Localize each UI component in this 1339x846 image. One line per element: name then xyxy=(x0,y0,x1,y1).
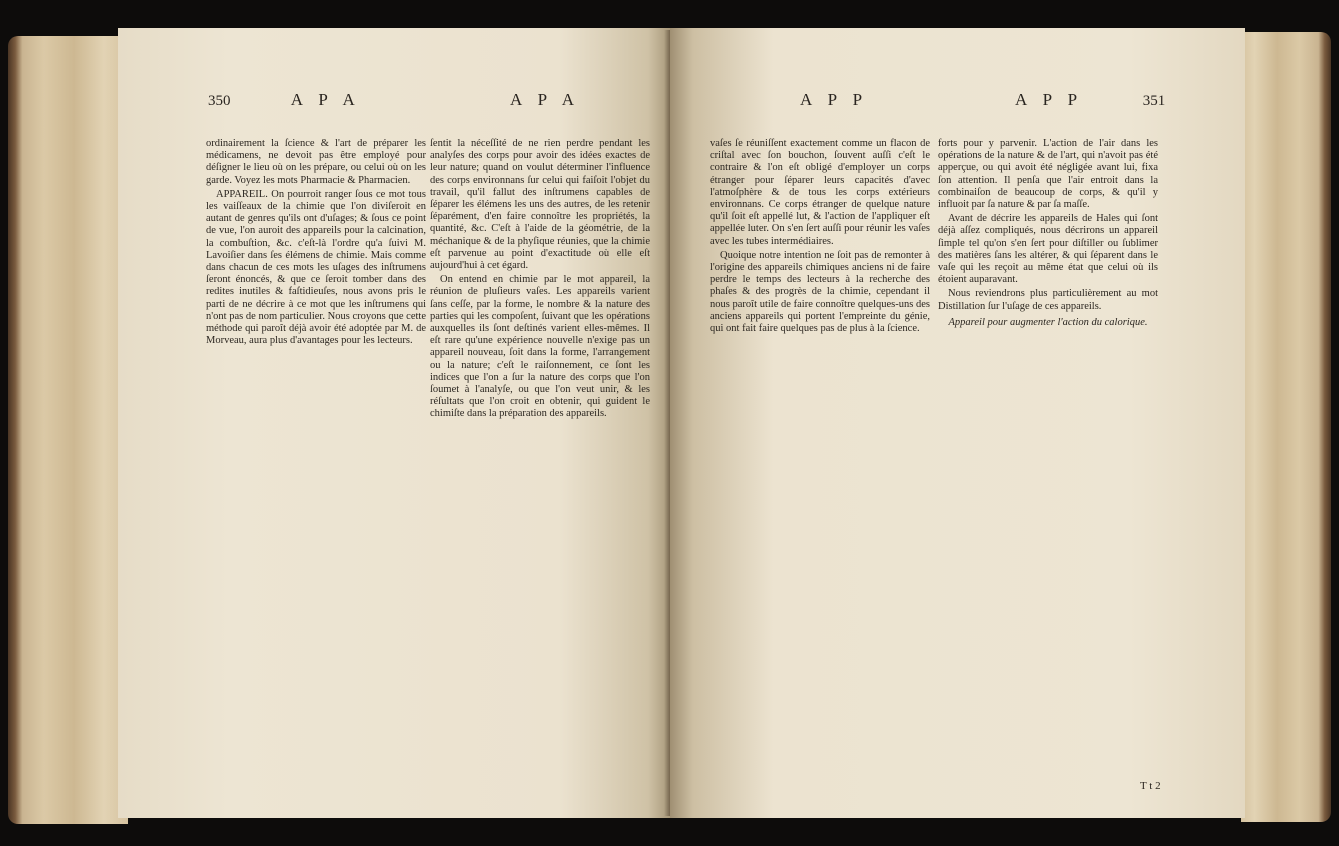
paragraph: forts pour y parvenir. L'action de l'air dans les opérations de la nature & de l'art, qui n'avoit pas été apperçue, ou qui avoit été négligée avant lui, fixa ſon attention. Il penſa que l'air entroit dans la combinaiſon de beaucoup de corps, & qu'il y influoit par ſa nature & par ſa maſſe. xyxy=(938,138,1158,211)
left-page-edges xyxy=(8,36,128,824)
page-number-right: 351 xyxy=(1142,93,1166,109)
running-head-right-1: A P P xyxy=(800,90,869,109)
paragraph: Quoique notre intention ne ſoit pas de remonter à l'origine des appareils chimiques anciens ni de faire perdre le temps des lecteurs à la recherche des phaſes & des progrès de la chimie, cependant il nous paroît utile de faire connoître quelques-uns des anciens appareils qui portent l'empreinte du génie, qui ont fait faire quelques pas de plus à la ſcience. xyxy=(710,249,930,335)
paragraph: Avant de décrire les appareils de Hales qui ſont déjà aſſez compliqués, nous décrirons un appareil ſimple tel qu'on s'en ſert pour diſtiller ou ſublimer des matières ſans les altérer, & qui ſéparent dans le vaſe qui les reçoit au même état que celui où ils étoient auparavant. xyxy=(938,213,1158,286)
left-page-column-1 xyxy=(206,138,426,349)
right-page-column-1 xyxy=(710,138,930,337)
paragraph: APPAREIL. On pourroit ranger ſous ce mot tous les vaiſſeaux de la chimie que l'on diviſeroit en autant de genres qu'ils ont d'uſages; & ſous ce point de vue, l'on auroit des appareils pour la calcination, la combuſtion, &c. c'eſt-là l'ordre qu'a ſuivi M. Lavoiſier dans ſes élémens de chimie. Mais comme dans chacun de ces mots les uſages des inſtrumens ſeront énoncés, & que ce ſeroit tomber dans des redites inutiles & faſtidieuſes, nous avons pris le parti de ne décrire à ce mot que les inſtrumens qui n'ont pas de nom particulier. Nous croyons que cette méthode qui paroît déjà avoir été adoptée par M. de Morveau, aura plus d'avantages pour les lecteurs. xyxy=(206,188,426,347)
right-page-edges xyxy=(1241,32,1331,822)
paragraph: vaſes ſe réuniſſent exactement comme un flacon de criſtal avec ſon bouchon, ſouvent auſſi c'eſt le contraire & l'on eſt obligé d'employer un corps étranger pour ſéparer leurs capacités d'avec l'atmoſphère & de tous les corps extérieurs environnans. Ce corps étranger de quelque nature qu'il ſoit eſt appellé lut, & l'action de l'appliquer eſt appellée luter. On s'en ſert auſſi pour réunir les vaſes avec les tubes intermédiaires. xyxy=(710,138,930,247)
page-number-left: 350 xyxy=(208,93,231,109)
left-page xyxy=(118,28,670,818)
right-page-column-2 xyxy=(938,138,1158,333)
right-page-header xyxy=(1015,90,1165,110)
paragraph: Nous reviendrons plus particulièrement au mot Distillation ſur l'uſage de ces appareils. xyxy=(938,288,1158,312)
running-head-right-2: A P P xyxy=(1015,90,1083,109)
right-page xyxy=(670,28,1245,818)
running-head-left-1: A P A xyxy=(290,90,361,109)
running-head-left-2: A P A xyxy=(510,90,581,109)
signature-mark: T t 2 xyxy=(1140,780,1161,792)
paragraph: On entend en chimie par le mot appareil, la réunion de pluſieurs vaſes. Les appareils varient ſans ceſſe, par la forme, le nombre & la nature des parties qui les compoſent, ſuivant que les opérations auxquelles ils ſont deſtinés varient elles-mêmes. Il eſt rare qu'une expérience nouvelle n'exige pas un appareil nouveau, ſoit dans la forme, l'arrangement ou la nature; c'eſt le raiſonnement, ce ſont les indices que l'on a ſur la nature des corps que l'on ſoumet à l'analyſe, ou que l'on veut unir, & les réſultats que l'on croit en obtenir, qui guident le chimiſte dans la préparation des appareils. xyxy=(430,274,650,420)
paragraph: ſentit la néceſſité de ne rien perdre pendant les analyſes des corps pour avoir des idées exactes de leur nature; quand on voulut déterminer l'influence des corps environnans ſur celui qui faiſoit l'objet du travail, qu'il fallut des inſtrumens capables de ſéparer les élémens les uns des autres, de les retenir ſéparément, d'en faire connoître les propriétés, la quantité, &c. C'eſt à l'aide de la géométrie, de la méchanique & de la phyſique réunies, que la chimie eſt parvenue au point d'exactitude où elle eſt aujourd'hui à cet égard. xyxy=(430,138,650,272)
section-caption: Appareil pour augmenter l'action du calorique. xyxy=(948,316,1148,328)
left-page-column-2 xyxy=(430,138,650,423)
left-page-header xyxy=(208,90,361,110)
paragraph: ordinairement la ſcience & l'art de préparer les médicamens, ne devoit pas être employé pour déſigner le lieu où on les prépare, ou celui où on les garde. Voyez les mots Pharmacie & Pharmacien. xyxy=(206,138,426,186)
open-book xyxy=(8,22,1331,826)
